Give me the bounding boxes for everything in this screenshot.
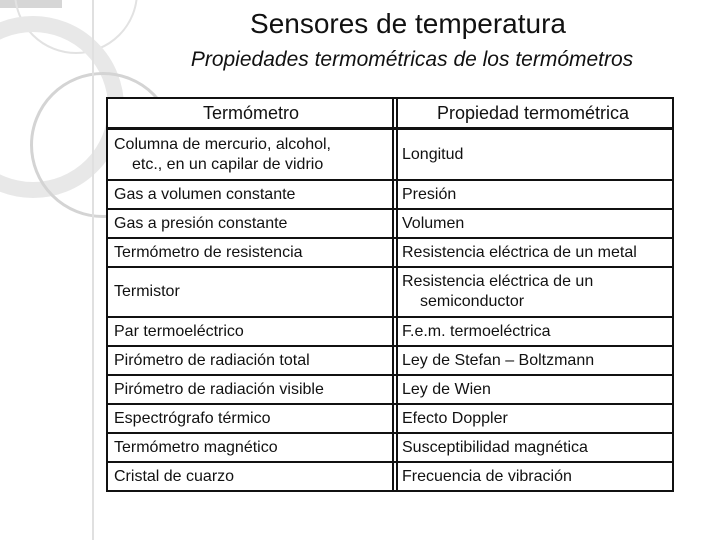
table-row <box>108 463 672 492</box>
column-separator <box>392 239 398 266</box>
table-cell <box>394 272 672 312</box>
table-cell: Resistencia eléctrica de un metal <box>402 243 637 261</box>
table-row <box>108 181 672 210</box>
column-separator <box>392 405 398 432</box>
table-cell: Termómetro magnético <box>114 438 278 456</box>
table-cell: Termómetro de resistencia <box>114 243 303 261</box>
column-separator <box>392 347 398 374</box>
table-cell: Pirómetro de radiación visible <box>114 380 324 398</box>
decorative-bar <box>0 0 62 8</box>
column-separator <box>392 318 398 345</box>
cell-line: Resistencia eléctrica de un <box>402 273 594 290</box>
column-separator <box>392 463 398 490</box>
cell-line: semiconductor <box>420 293 525 310</box>
table-cell: Longitud <box>402 145 464 163</box>
cell-line: etc., en un capilar de vidrio <box>132 155 324 173</box>
table-cell: Volumen <box>402 214 465 232</box>
table-row <box>108 434 672 463</box>
table-header-cell: Termómetro <box>202 103 300 123</box>
table-cell: Ley de Stefan – Boltzmann <box>402 351 595 369</box>
table-cell: Presión <box>402 185 457 203</box>
table-cell: Frecuencia de vibración <box>402 467 572 485</box>
column-separator <box>392 130 398 179</box>
table-header-cell: Propiedad termométrica <box>436 103 630 123</box>
table-cell <box>108 135 394 175</box>
column-separator <box>392 376 398 403</box>
table-row <box>108 210 672 239</box>
table-cell: Par termoeléctrico <box>114 322 244 340</box>
table-row <box>108 347 672 376</box>
table-row <box>108 376 672 405</box>
column-separator <box>392 181 398 208</box>
table-cell: Termistor <box>114 283 180 300</box>
table-cell: F.e.m. termoeléctrica <box>402 322 551 340</box>
table-cell: Ley de Wien <box>402 380 491 398</box>
column-separator <box>392 99 398 127</box>
table-cell: Espectrógrafo térmico <box>114 409 271 427</box>
table-row <box>108 239 672 268</box>
table-cell: Pirómetro de radiación total <box>114 351 310 369</box>
decorative-line <box>92 0 94 540</box>
column-separator <box>392 434 398 461</box>
cell-line: Columna de mercurio, alcohol, <box>114 135 331 153</box>
table-row <box>108 405 672 434</box>
table-header-row <box>108 97 672 130</box>
table-row <box>108 268 672 318</box>
column-separator <box>392 210 398 237</box>
table-cell: Gas a presión constante <box>114 214 288 232</box>
table-cell: Susceptibilidad magnética <box>402 438 588 456</box>
table-row <box>108 130 672 181</box>
page-subtitle: Propiedades termométricas de los termómetros <box>190 48 634 71</box>
table-row <box>108 318 672 347</box>
table-cell: Cristal de cuarzo <box>114 467 235 485</box>
table-cell: Efecto Doppler <box>402 409 508 427</box>
table-cell: Gas a volumen constante <box>114 185 296 203</box>
column-separator <box>392 268 398 316</box>
thermometer-table <box>106 97 674 492</box>
page-title: Sensores de temperatura <box>250 8 566 39</box>
